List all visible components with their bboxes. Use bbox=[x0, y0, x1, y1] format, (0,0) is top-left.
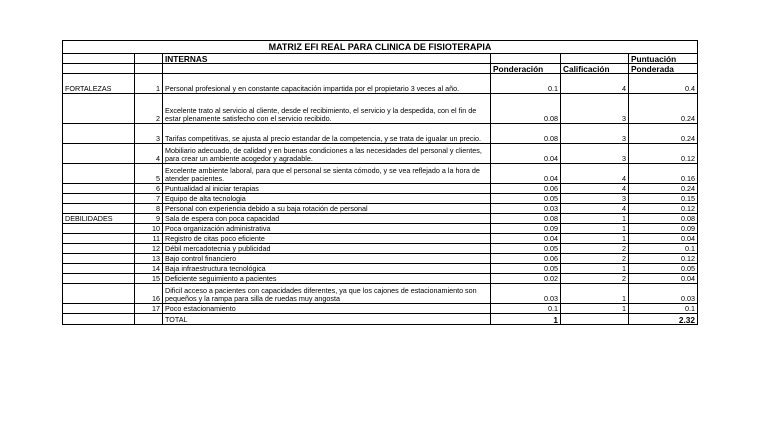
row-number: 7 bbox=[135, 194, 163, 204]
ponderacion-value: 0.02 bbox=[491, 274, 561, 284]
calificacion-value: 3 bbox=[561, 194, 629, 204]
table-row bbox=[63, 194, 698, 204]
blank-cell bbox=[491, 54, 561, 64]
factor-description: Sala de espera con poca capacidad bbox=[163, 214, 491, 224]
blank-cell bbox=[135, 314, 163, 325]
factor-description: Personal con experiencia debido a su baja rotación de personal bbox=[163, 204, 491, 214]
ponderacion-value: 0.04 bbox=[491, 234, 561, 244]
table-row bbox=[63, 304, 698, 314]
table-row bbox=[63, 144, 698, 164]
calificacion-value: 1 bbox=[561, 234, 629, 244]
factor-description: Bajo control financiero bbox=[163, 254, 491, 264]
row-number: 12 bbox=[135, 244, 163, 254]
ponderacion-value: 0.05 bbox=[491, 264, 561, 274]
blank-cell bbox=[63, 54, 135, 64]
row-number: 17 bbox=[135, 304, 163, 314]
row-number: 8 bbox=[135, 204, 163, 214]
group-cell bbox=[63, 124, 135, 144]
group-cell bbox=[63, 204, 135, 214]
table-row bbox=[63, 274, 698, 284]
group-cell bbox=[63, 284, 135, 304]
calificacion-value: 2 bbox=[561, 274, 629, 284]
calificacion-value: 2 bbox=[561, 254, 629, 264]
table-row bbox=[63, 94, 698, 124]
calificacion-value: 1 bbox=[561, 214, 629, 224]
group-cell bbox=[63, 184, 135, 194]
factor-description: Poca organización administrativa bbox=[163, 224, 491, 234]
table-row bbox=[63, 204, 698, 214]
header-puntuacion: Puntuación bbox=[629, 54, 698, 64]
factor-description: Tarifas competitivas, se ajusta al precio estandar de la competencia, y se trata de igualar un precio. bbox=[163, 124, 491, 144]
factor-description: Débil mercadotecnia y publicidad bbox=[163, 244, 491, 254]
puntuacion-ponderada-value: 0.1 bbox=[629, 244, 698, 254]
factor-description: Excelente ambiente laboral, para que el personal se sienta cómodo, y se vea reflejado a la hora de atender pacientes. bbox=[163, 164, 491, 184]
row-number: 13 bbox=[135, 254, 163, 264]
table-row bbox=[63, 184, 698, 194]
row-number: 2 bbox=[135, 94, 163, 124]
group-cell bbox=[63, 224, 135, 234]
blank-cell bbox=[135, 64, 163, 74]
factor-description: Personal profesional y en constante capacitación impartida por el propietario 3 veces al año. bbox=[163, 74, 491, 94]
ponderacion-value: 0.06 bbox=[491, 254, 561, 264]
blank-cell bbox=[63, 314, 135, 325]
factor-description: Baja infraestructura tecnológica bbox=[163, 264, 491, 274]
calificacion-value: 4 bbox=[561, 74, 629, 94]
total-label: TOTAL bbox=[163, 314, 491, 325]
calificacion-value: 3 bbox=[561, 124, 629, 144]
group-cell bbox=[63, 304, 135, 314]
row-number: 5 bbox=[135, 164, 163, 184]
table-row bbox=[63, 254, 698, 264]
table-row bbox=[63, 74, 698, 94]
factor-description: Excelente trato al servicio al cliente, desde el recibimiento, el servicio y la despedida, con el fin de estar plenamente satisfecho con el servicio recibido. bbox=[163, 94, 491, 124]
factor-description: Mobiliario adecuado, de calidad y en buenas condiciones a las necesidades del personal y clientes, para crear un ambiente acogedor y agradable. bbox=[163, 144, 491, 164]
row-number: 6 bbox=[135, 184, 163, 194]
factor-description: Poco estacionamiento bbox=[163, 304, 491, 314]
row-number: 4 bbox=[135, 144, 163, 164]
blank-cell bbox=[163, 64, 491, 74]
ponderacion-value: 0.08 bbox=[491, 94, 561, 124]
ponderacion-value: 0.1 bbox=[491, 304, 561, 314]
ponderacion-value: 0.08 bbox=[491, 214, 561, 224]
group-cell bbox=[63, 254, 135, 264]
puntuacion-ponderada-value: 0.24 bbox=[629, 124, 698, 144]
group-cell bbox=[63, 194, 135, 204]
group-cell bbox=[63, 164, 135, 184]
table-row bbox=[63, 284, 698, 304]
calificacion-value: 4 bbox=[561, 184, 629, 194]
row-number: 16 bbox=[135, 284, 163, 304]
factor-description: Deficiente seguimiento a pacientes bbox=[163, 274, 491, 284]
table-row bbox=[63, 244, 698, 254]
puntuacion-ponderada-value: 0.12 bbox=[629, 254, 698, 264]
table-row bbox=[63, 264, 698, 274]
table-row bbox=[63, 214, 698, 224]
factor-description: Registro de citas poco eficiente bbox=[163, 234, 491, 244]
group-cell bbox=[63, 234, 135, 244]
calificacion-value: 4 bbox=[561, 164, 629, 184]
header-internas: INTERNAS bbox=[163, 54, 491, 64]
table-row bbox=[63, 124, 698, 144]
ponderacion-value: 0.03 bbox=[491, 284, 561, 304]
row-number: 3 bbox=[135, 124, 163, 144]
puntuacion-ponderada-value: 0.4 bbox=[629, 74, 698, 94]
ponderacion-value: 0.08 bbox=[491, 124, 561, 144]
table-row bbox=[63, 224, 698, 234]
group-debilidades-label: DEBILIDADES bbox=[63, 214, 135, 224]
puntuacion-ponderada-value: 0.12 bbox=[629, 204, 698, 214]
row-number: 15 bbox=[135, 274, 163, 284]
header-calificacion: Calificación bbox=[561, 64, 629, 74]
calificacion-value: 1 bbox=[561, 304, 629, 314]
puntuacion-ponderada-value: 0.09 bbox=[629, 224, 698, 234]
calificacion-value: 1 bbox=[561, 224, 629, 234]
factor-description: Puntualidad al iniciar terapias bbox=[163, 184, 491, 194]
puntuacion-ponderada-value: 0.24 bbox=[629, 94, 698, 124]
group-cell bbox=[63, 264, 135, 274]
puntuacion-ponderada-value: 0.24 bbox=[629, 184, 698, 194]
calificacion-value: 4 bbox=[561, 204, 629, 214]
efi-matrix-sheet bbox=[62, 40, 697, 400]
header-ponderada: Ponderada bbox=[629, 64, 698, 74]
row-number: 10 bbox=[135, 224, 163, 234]
ponderacion-value: 0.05 bbox=[491, 194, 561, 204]
efi-matrix-table bbox=[62, 40, 698, 325]
blank-cell bbox=[561, 314, 629, 325]
group-fortalezas-count: 1 bbox=[135, 74, 163, 94]
table-row bbox=[63, 164, 698, 184]
ponderacion-value: 0.03 bbox=[491, 204, 561, 214]
blank-cell bbox=[135, 54, 163, 64]
header-ponderacion: Ponderación bbox=[491, 64, 561, 74]
group-cell bbox=[63, 144, 135, 164]
puntuacion-ponderada-value: 0.12 bbox=[629, 144, 698, 164]
group-debilidades-count: 9 bbox=[135, 214, 163, 224]
calificacion-value: 2 bbox=[561, 244, 629, 254]
table-title: MATRIZ EFI REAL PARA CLINICA DE FISIOTERAPIA bbox=[63, 41, 698, 54]
total-ponderacion: 1 bbox=[491, 314, 561, 325]
puntuacion-ponderada-value: 0.1 bbox=[629, 304, 698, 314]
puntuacion-ponderada-value: 0.04 bbox=[629, 274, 698, 284]
ponderacion-value: 0.04 bbox=[491, 164, 561, 184]
blank-cell bbox=[63, 64, 135, 74]
factor-description: Dificil acceso a pacientes con capacidades diferentes, ya que los cajones de estacionamiento son pequeños y la rampa para silla de ruedas muy angosta bbox=[163, 284, 491, 304]
puntuacion-ponderada-value: 0.08 bbox=[629, 214, 698, 224]
total-ponderada: 2.32 bbox=[629, 314, 698, 325]
ponderacion-value: 0.05 bbox=[491, 244, 561, 254]
ponderacion-value: 0.1 bbox=[491, 74, 561, 94]
calificacion-value: 3 bbox=[561, 144, 629, 164]
puntuacion-ponderada-value: 0.15 bbox=[629, 194, 698, 204]
puntuacion-ponderada-value: 0.05 bbox=[629, 264, 698, 274]
group-cell bbox=[63, 94, 135, 124]
ponderacion-value: 0.06 bbox=[491, 184, 561, 194]
factor-description: Equipo de alta tecnologia bbox=[163, 194, 491, 204]
ponderacion-value: 0.09 bbox=[491, 224, 561, 234]
row-number: 14 bbox=[135, 264, 163, 274]
table-row bbox=[63, 234, 698, 244]
calificacion-value: 1 bbox=[561, 284, 629, 304]
calificacion-value: 1 bbox=[561, 264, 629, 274]
puntuacion-ponderada-value: 0.04 bbox=[629, 234, 698, 244]
calificacion-value: 3 bbox=[561, 94, 629, 124]
group-cell bbox=[63, 244, 135, 254]
ponderacion-value: 0.04 bbox=[491, 144, 561, 164]
group-cell bbox=[63, 274, 135, 284]
row-number: 11 bbox=[135, 234, 163, 244]
puntuacion-ponderada-value: 0.16 bbox=[629, 164, 698, 184]
group-fortalezas-label: FORTALEZAS bbox=[63, 74, 135, 94]
puntuacion-ponderada-value: 0.03 bbox=[629, 284, 698, 304]
blank-cell bbox=[561, 54, 629, 64]
